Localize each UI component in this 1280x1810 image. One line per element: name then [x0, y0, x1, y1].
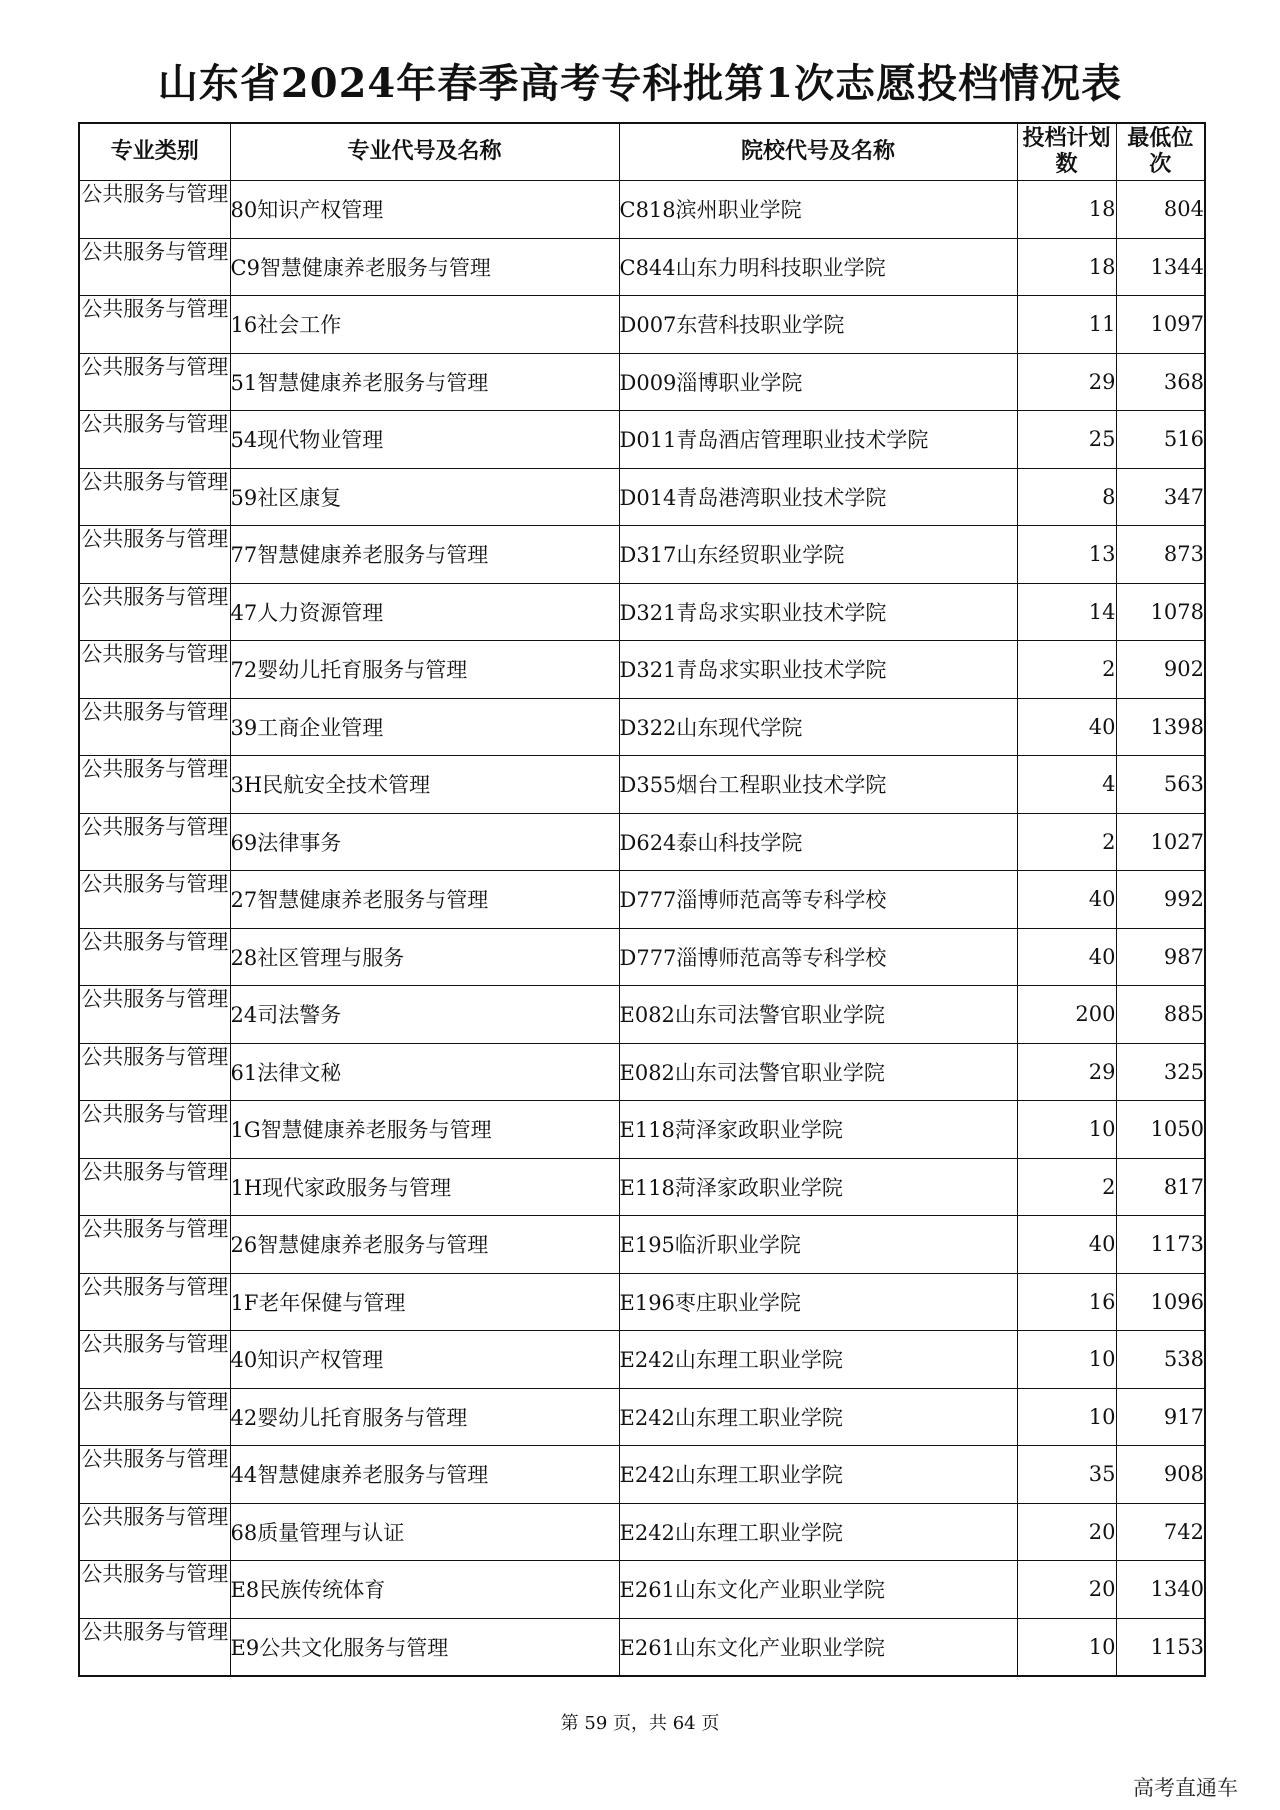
cell-school: E196枣庄职业学院 [619, 1273, 1017, 1331]
cell-school: D321青岛求实职业技术学院 [619, 641, 1017, 699]
cell-plan: 40 [1017, 928, 1116, 986]
cell-school: E242山东理工职业学院 [619, 1331, 1017, 1389]
table-row [79, 411, 1205, 469]
cell-rank: 1398 [1116, 698, 1205, 756]
cell-category: 公共服务与管理 [79, 583, 230, 641]
cell-school: E261山东文化产业职业学院 [619, 1618, 1017, 1676]
cell-rank: 368 [1116, 353, 1205, 411]
cell-school: E082山东司法警官职业学院 [619, 986, 1017, 1044]
table-row [79, 1273, 1205, 1331]
header-school: 院校代号及名称 [619, 123, 1017, 181]
header-plan: 投档计划数 [1017, 123, 1116, 181]
cell-school: E118菏泽家政职业学院 [619, 1158, 1017, 1216]
cell-category: 公共服务与管理 [79, 1561, 230, 1619]
cell-category: 公共服务与管理 [79, 411, 230, 469]
cell-major: 69法律事务 [230, 813, 619, 871]
cell-plan: 40 [1017, 1216, 1116, 1274]
table-row [79, 1101, 1205, 1159]
cell-plan: 2 [1017, 813, 1116, 871]
cell-school: E242山东理工职业学院 [619, 1388, 1017, 1446]
cell-rank: 1027 [1116, 813, 1205, 871]
cell-school: D321青岛求实职业技术学院 [619, 583, 1017, 641]
cell-category: 公共服务与管理 [79, 1043, 230, 1101]
cell-rank: 1097 [1116, 296, 1205, 354]
table-row [79, 238, 1205, 296]
cell-major: 24司法警务 [230, 986, 619, 1044]
cell-plan: 18 [1017, 238, 1116, 296]
cell-category: 公共服务与管理 [79, 1101, 230, 1159]
table-row [79, 1446, 1205, 1504]
admission-table [78, 122, 1206, 1677]
cell-major: 39工商企业管理 [230, 698, 619, 756]
cell-category: 公共服务与管理 [79, 1503, 230, 1561]
cell-major: C9智慧健康养老服务与管理 [230, 238, 619, 296]
cell-plan: 10 [1017, 1618, 1116, 1676]
table-row [79, 756, 1205, 814]
cell-category: 公共服务与管理 [79, 871, 230, 929]
cell-school: D777淄博师范高等专科学校 [619, 871, 1017, 929]
cell-category: 公共服务与管理 [79, 238, 230, 296]
cell-school: D011青岛酒店管理职业技术学院 [619, 411, 1017, 469]
table-header-row [79, 123, 1205, 181]
cell-category: 公共服务与管理 [79, 698, 230, 756]
cell-plan: 10 [1017, 1331, 1116, 1389]
cell-plan: 29 [1017, 353, 1116, 411]
cell-plan: 14 [1017, 583, 1116, 641]
table-row [79, 296, 1205, 354]
table-row [79, 1388, 1205, 1446]
cell-plan: 18 [1017, 181, 1116, 239]
cell-plan: 13 [1017, 526, 1116, 584]
header-category: 专业类别 [79, 123, 230, 181]
cell-plan: 2 [1017, 1158, 1116, 1216]
cell-school: D014青岛港湾职业技术学院 [619, 468, 1017, 526]
cell-school: D007东营科技职业学院 [619, 296, 1017, 354]
cell-plan: 40 [1017, 871, 1116, 929]
cell-major: 16社会工作 [230, 296, 619, 354]
cell-major: 28社区管理与服务 [230, 928, 619, 986]
watermark-text: 高考直通车 [1133, 1776, 1238, 1800]
cell-major: 44智慧健康养老服务与管理 [230, 1446, 619, 1504]
cell-major: 27智慧健康养老服务与管理 [230, 871, 619, 929]
cell-category: 公共服务与管理 [79, 181, 230, 239]
cell-school: E242山东理工职业学院 [619, 1446, 1017, 1504]
cell-category: 公共服务与管理 [79, 1273, 230, 1331]
cell-school: D777淄博师范高等专科学校 [619, 928, 1017, 986]
cell-rank: 516 [1116, 411, 1205, 469]
cell-school: E261山东文化产业职业学院 [619, 1561, 1017, 1619]
table-body [79, 181, 1205, 1677]
cell-major: 61法律文秘 [230, 1043, 619, 1101]
cell-school: D317山东经贸职业学院 [619, 526, 1017, 584]
cell-category: 公共服务与管理 [79, 986, 230, 1044]
cell-rank: 742 [1116, 1503, 1205, 1561]
cell-category: 公共服务与管理 [79, 1216, 230, 1274]
table-row [79, 468, 1205, 526]
cell-major: 77智慧健康养老服务与管理 [230, 526, 619, 584]
cell-rank: 992 [1116, 871, 1205, 929]
cell-rank: 873 [1116, 526, 1205, 584]
table-row [79, 1043, 1205, 1101]
cell-rank: 917 [1116, 1388, 1205, 1446]
table-row [79, 583, 1205, 641]
page-footer: 第 59 页，共 64 页 [560, 1713, 720, 1734]
cell-category: 公共服务与管理 [79, 353, 230, 411]
cell-category: 公共服务与管理 [79, 641, 230, 699]
cell-category: 公共服务与管理 [79, 1618, 230, 1676]
cell-rank: 347 [1116, 468, 1205, 526]
cell-rank: 1153 [1116, 1618, 1205, 1676]
cell-major: E9公共文化服务与管理 [230, 1618, 619, 1676]
cell-major: 40知识产权管理 [230, 1331, 619, 1389]
cell-plan: 20 [1017, 1561, 1116, 1619]
cell-major: 1F老年保健与管理 [230, 1273, 619, 1331]
cell-rank: 325 [1116, 1043, 1205, 1101]
cell-plan: 20 [1017, 1503, 1116, 1561]
table-row [79, 698, 1205, 756]
cell-rank: 1344 [1116, 238, 1205, 296]
cell-category: 公共服务与管理 [79, 1158, 230, 1216]
page-title: 山东省2024年春季高考专科批第1次志愿投档情况表 [157, 60, 1123, 107]
cell-plan: 2 [1017, 641, 1116, 699]
cell-plan: 200 [1017, 986, 1116, 1044]
cell-plan: 25 [1017, 411, 1116, 469]
table-row [79, 641, 1205, 699]
cell-major: 42婴幼儿托育服务与管理 [230, 1388, 619, 1446]
cell-school: E195临沂职业学院 [619, 1216, 1017, 1274]
cell-rank: 1096 [1116, 1273, 1205, 1331]
cell-category: 公共服务与管理 [79, 296, 230, 354]
table-row [79, 181, 1205, 239]
cell-school: E242山东理工职业学院 [619, 1503, 1017, 1561]
cell-major: 68质量管理与认证 [230, 1503, 619, 1561]
table-row [79, 1618, 1205, 1676]
cell-major: 1H现代家政服务与管理 [230, 1158, 619, 1216]
cell-plan: 11 [1017, 296, 1116, 354]
cell-major: 51智慧健康养老服务与管理 [230, 353, 619, 411]
cell-category: 公共服务与管理 [79, 813, 230, 871]
cell-major: 47人力资源管理 [230, 583, 619, 641]
cell-school: E082山东司法警官职业学院 [619, 1043, 1017, 1101]
cell-plan: 40 [1017, 698, 1116, 756]
cell-rank: 804 [1116, 181, 1205, 239]
cell-major: 1G智慧健康养老服务与管理 [230, 1101, 619, 1159]
cell-rank: 817 [1116, 1158, 1205, 1216]
cell-rank: 885 [1116, 986, 1205, 1044]
cell-rank: 1173 [1116, 1216, 1205, 1274]
table-row [79, 986, 1205, 1044]
cell-rank: 908 [1116, 1446, 1205, 1504]
header-rank: 最低位次 [1116, 123, 1205, 181]
cell-rank: 1340 [1116, 1561, 1205, 1619]
cell-school: D355烟台工程职业技术学院 [619, 756, 1017, 814]
cell-category: 公共服务与管理 [79, 526, 230, 584]
cell-plan: 35 [1017, 1446, 1116, 1504]
cell-rank: 1050 [1116, 1101, 1205, 1159]
cell-major: E8民族传统体育 [230, 1561, 619, 1619]
cell-rank: 538 [1116, 1331, 1205, 1389]
cell-category: 公共服务与管理 [79, 928, 230, 986]
cell-plan: 8 [1017, 468, 1116, 526]
cell-category: 公共服务与管理 [79, 1446, 230, 1504]
cell-category: 公共服务与管理 [79, 1331, 230, 1389]
table-row [79, 353, 1205, 411]
cell-category: 公共服务与管理 [79, 1388, 230, 1446]
table-row [79, 1216, 1205, 1274]
cell-plan: 16 [1017, 1273, 1116, 1331]
cell-school: D624泰山科技学院 [619, 813, 1017, 871]
cell-category: 公共服务与管理 [79, 756, 230, 814]
cell-school: E118菏泽家政职业学院 [619, 1101, 1017, 1159]
cell-major: 54现代物业管理 [230, 411, 619, 469]
cell-rank: 987 [1116, 928, 1205, 986]
cell-plan: 29 [1017, 1043, 1116, 1101]
cell-school: C818滨州职业学院 [619, 181, 1017, 239]
cell-rank: 563 [1116, 756, 1205, 814]
cell-plan: 10 [1017, 1101, 1116, 1159]
cell-school: C844山东力明科技职业学院 [619, 238, 1017, 296]
cell-major: 3H民航安全技术管理 [230, 756, 619, 814]
table-row [79, 1158, 1205, 1216]
table-row [79, 813, 1205, 871]
cell-rank: 1078 [1116, 583, 1205, 641]
cell-rank: 902 [1116, 641, 1205, 699]
table-row [79, 526, 1205, 584]
cell-plan: 4 [1017, 756, 1116, 814]
cell-major: 59社区康复 [230, 468, 619, 526]
table-row [79, 871, 1205, 929]
header-major: 专业代号及名称 [230, 123, 619, 181]
table-row [79, 1561, 1205, 1619]
cell-plan: 10 [1017, 1388, 1116, 1446]
cell-major: 26智慧健康养老服务与管理 [230, 1216, 619, 1274]
table-row [79, 1503, 1205, 1561]
cell-major: 72婴幼儿托育服务与管理 [230, 641, 619, 699]
cell-category: 公共服务与管理 [79, 468, 230, 526]
table-row [79, 928, 1205, 986]
table-row [79, 1331, 1205, 1389]
cell-major: 80知识产权管理 [230, 181, 619, 239]
cell-school: D322山东现代学院 [619, 698, 1017, 756]
cell-school: D009淄博职业学院 [619, 353, 1017, 411]
